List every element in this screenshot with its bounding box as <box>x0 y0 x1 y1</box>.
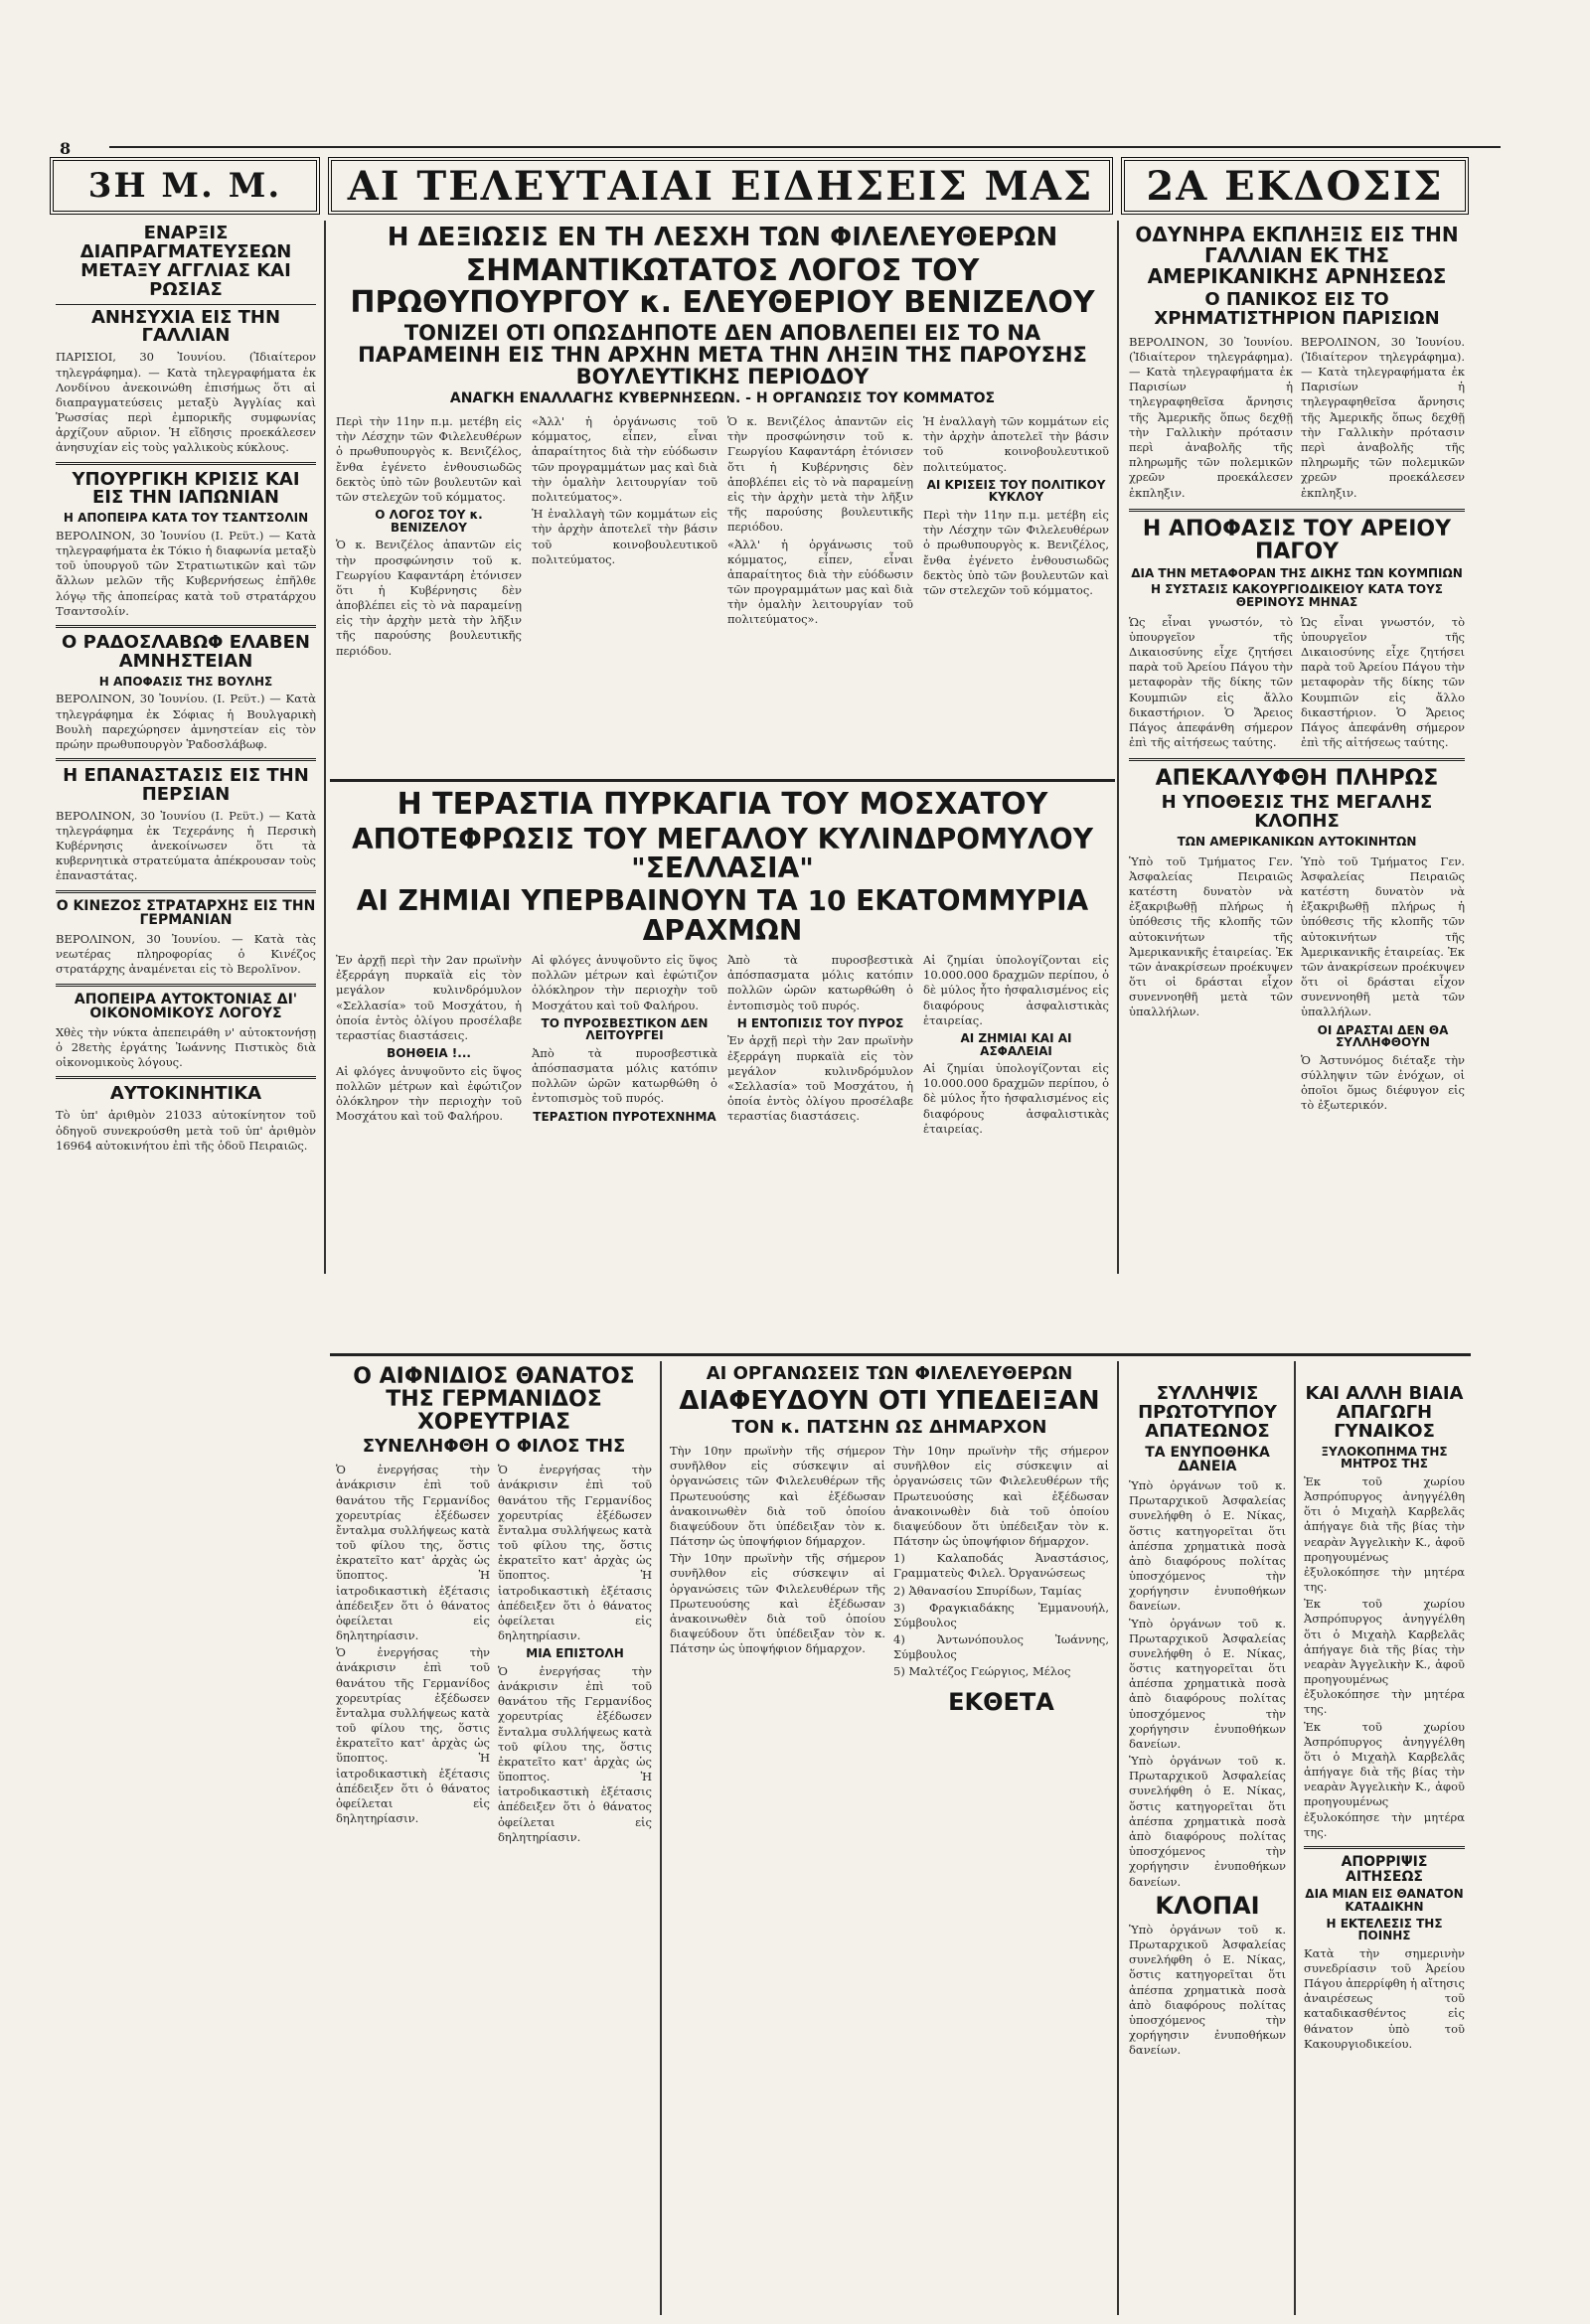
right-article-3: Ὑπὸ τοῦ Τμήματος Γεν. Ἀσφαλείας Πειραιῶς κατέστη δυνατὸν νὰ ἐξακριβωθῇ πλήρως ἡ ὑπόθεσις τῆς κλοπῆς τῶν αὐτοκινήτων τῆς Ἀμερικανικῆς ἑταιρείας. Ἐκ τῶν ἀνακρίσεων προέκυψεν ὅτι οἱ δράσται εἶχον συνεννοηθῆ μετὰ τῶν ὑπαλλήλων. <box>1129 853 1293 1019</box>
top-rule <box>109 146 1501 148</box>
fire-article-3b: Ἀπὸ τὰ πυροσβεστικὰ ἀπόσπασματα μόλις κατόπιν πολλῶν ὡρῶν κατωρθώθη ὁ ἐντοπισμὸς τοῦ πυρός. <box>727 953 913 1012</box>
fire-subhead-4: Η ΕΝΤΟΠΙΣΙΣ ΤΟΥ ΠΥΡΟΣ <box>736 1015 904 1030</box>
right-article-2b: Ὡς εἶναι γνωστόν, τὸ ὑπουργεῖον τῆς Δικαιοσύνης εἶχε ζητήσει παρὰ τοῦ Ἀρείου Πάγου τὴν μεταφορὰν τῆς δίκης τῶν Κουμπιῶν εἰς ἄλλο δικαστήριον. Ὁ Ἄρειος Πάγος ἀπεφάνθη σήμερον ἐπὶ τῆς αἰτήσεως ταύτης. <box>1301 614 1465 750</box>
left-article-3: ΒΕΡΟΛΙΝΟΝ, 30 Ἰουνίου. (Ι. Ρεϋτ.) — Κατὰ τηλεγράφημα ἐκ Σόφιας ἡ Βουλγαρικὴ Βουλὴ παρεχώρησεν ἀμνηστείαν εἰς τὸν πρώην πρωθυπουργὸν Ῥαδοσλάβωφ. <box>56 692 316 751</box>
dancer-article-1b: Ὁ ἐνεργήσας τὴν ἀνάκρισιν ἐπὶ τοῦ θανάτου τῆς Γερμανίδος χορευτρίας ἐξέδωσεν ἔνταλμα συλλήψεως κατὰ τοῦ φίλου της, ὅστις ἐκρατεῖτο κατ' ἀρχὰς ὡς ὕποπτος. Ἡ ἰατροδικαστικὴ ἐξέτασις ἀπέδειξεν ὅτι ὁ θάνατος ὀφείλεται εἰς δηλητηρίασιν. <box>336 1645 490 1826</box>
liberals-article-1c: Τὴν 10ην πρωϊνὴν τῆς σήμερον συνῆλθον εἰς σύσκεψιν αἱ ὀργανώσεις τῶν Φιλελευθέρων τῆς Πρωτευούσης καὶ ἐξέδωσαν ἀνακοινωθὲν διὰ τοῦ ὁποίου διαψεύδουν ὅτι ὑπέδειξαν τὸν κ. Πάτσην ὡς ὑποψήφιον δήμαρχον. <box>893 1444 1109 1549</box>
liberals-list-item-4: 4) Ἀντωνόπουλος Ἰωάννης, Σύμβουλος <box>893 1632 1109 1662</box>
liberals-list-item-5: 5) Μαλτέζος Γεώργιος, Μέλος <box>893 1664 1071 1679</box>
abduction-headline-3: ΑΠΟΡΡΙΨΙΣ ΑΙΤΗΣΕΩΣ <box>1341 1853 1428 1885</box>
abduction-article-1: Ἐκ τοῦ χωρίου Ἀσπρόπυργος ἀνηγγέλθη ὅτι ὁ Μιχαὴλ Καρβελᾶς ἀπήγαγε διὰ τῆς βίας τὴν νεαρὰν Ἀγγελικὴν Κ., ἀφοῦ προηγουμένως ἐξυλοκόπησε τὴν μητέρα της. <box>1304 1473 1465 1595</box>
fire-article-4b: Αἱ ζημίαι ὑπολογίζονται εἰς 10.000.000 δραχμῶν περίπου, ὁ δὲ μύλος ἦτο ἠσφαλισμένος εἰς διαφόρους ἀσφαλιστικὰς ἑταιρείας. <box>923 1061 1109 1136</box>
liberals-headline-2: ΔΙΑΦΕΥΔΟΥΝ ΟΤΙ ΥΠΕΔΕΙΞΑΝ <box>679 1385 1100 1416</box>
left-column <box>50 221 322 1910</box>
center-article-3: «Ἀλλ' ἡ ὀργάνωσις τοῦ κόμματος, εἶπεν, εἶναι ἀπαραίτητος διὰ τὴν εὐόδωσιν τῶν προγραμμάτων μας καὶ διὰ τὴν ὁμαλὴν λειτουργίαν τοῦ πολιτεύματος». <box>532 414 717 504</box>
right-subhead-5: ΟΙ ΔΡΑΣΤΑΙ ΔΕΝ ΘΑ ΣΥΛΛΗΦΘΟΥΝ <box>1317 1022 1449 1050</box>
center-article-4b: Ἡ ἐναλλαγὴ τῶν κομμάτων εἰς τὴν ἀρχὴν ἀποτελεῖ τὴν βάσιν τοῦ κοινοβουλευτικοῦ πολιτεύματος. <box>923 414 1109 474</box>
liberals-subhead: ΕΚΘΕΤΑ <box>948 1687 1054 1716</box>
dancer-headline-1: Ο ΑΙΦΝΙΔΙΟΣ ΘΑΝΑΤΟΣ ΤΗΣ ΓΕΡΜΑΝΙΔΟΣ ΧΟΡΕΥΤΡΙΑΣ <box>353 1364 635 1436</box>
left-subhead-4: Η ΑΠΟΦΑΣΙΣ ΤΗΣ ΒΟΥΛΗΣ <box>98 674 273 689</box>
fraud-headline-1: ΣΥΛΛΗΨΙΣ ΠΡΩΤΟΤΥΠΟΥ ΑΠΑΤΕΩΝΟΣ <box>1138 1383 1277 1442</box>
abduction-headline-1: ΚΑΙ ΑΛΛΗ ΒΙΑΙΑ ΑΠΑΓΩΓΗ ΓΥΝΑΙΚΟΣ <box>1305 1383 1464 1442</box>
liberals-headline-3: ΤΟΝ κ. ΠΑΤΣΗΝ ΩΣ ΔΗΜΑΡΧΟΝ <box>731 1417 1047 1439</box>
left-headline-2: ΑΝΗΣΥΧΙΑ ΕΙΣ ΤΗΝ ΓΑΛΛΙΑΝ <box>56 304 316 347</box>
dancer-headline-2: ΣΥΝΕΛΗΦΘΗ Ο ΦΙΛΟΣ ΤΗΣ <box>362 1436 626 1458</box>
right-headline-1: ΟΔΥΝΗΡΑ ΕΚΠΛΗΞΙΣ ΕΙΣ ΤΗΝ ΓΑΛΛΙΑΝ ΕΚ ΤΗΣ ΑΜΕΡΙΚΑΝΙΚΗΣ ΑΡΝΗΣΕΩΣ <box>1135 223 1459 288</box>
left-subhead-3: Η ΑΠΟΠΕΙΡΑ ΚΑΤΑ ΤΟΥ ΤΣΑΝΤΣΟΛΙΝ <box>63 511 309 526</box>
bottom-block-liberals <box>664 1361 1115 2315</box>
fire-article-1b: Ἐν ἀρχῇ περὶ τὴν 2αν πρωϊνὴν ἐξερράγη πυρκαϊὰ εἰς τὸν μεγάλον κυλινδρόμυλον «Σελλασία» τοῦ Μοσχάτου, ἡ ὁποία ἐντὸς ὀλίγου προσέλαβε τεραστίας διαστάσεις. <box>727 1033 913 1124</box>
center-article-3b: «Ἀλλ' ἡ ὀργάνωσις τοῦ κόμματος, εἶπεν, εἶναι ἀπαραίτητος διὰ τὴν εὐόδωσιν τῶν προγραμμάτων μας καὶ διὰ τὴν ὁμαλὴν λειτουργίαν τοῦ πολιτεύματος». <box>727 537 913 627</box>
right-headline-4: ΑΠΕΚΑΛΥΦΘΗ ΠΛΗΡΩΣ <box>1155 766 1439 792</box>
left-headline-7: ΑΠΟΠΕΙΡΑ ΑΥΤΟΚΤΟΝΙΑΣ ΔΙ' ΟΙΚΟΝΟΜΙΚΟΥΣ ΛΟΓΟΥΣ <box>74 991 298 1022</box>
left-headline-8: ΑΥΤΟΚΙΝΗΤΙΚΑ <box>109 1083 262 1105</box>
left-headline-1: ΕΝΑΡΞΙΣ ΔΙΑΠΡΑΓΜΑΤΕΥΣΕΩΝ ΜΕΤΑΞΥ ΑΓΓΛΙΑΣ ΚΑΙ ΡΩΣΙΑΣ <box>80 223 292 300</box>
left-headline-4: Ο ΡΑΔΟΣΛΑΒΩΦ ΕΛΑΒΕΝ ΑΜΝΗΣΤΕΙΑΝ <box>62 631 310 672</box>
right-column <box>1123 221 1471 1373</box>
center-headline-3: ΤΟΝΙΖΕΙ ΟΤΙ ΟΠΩΣΔΗΠΟΤΕ ΔΕΝ ΑΠΟΒΛΕΠΕΙ ΕΙΣ ΤΟ ΝΑ ΠΑΡΑΜΕΙΝΗ ΕΙΣ ΤΗΝ ΑΡΧΗΝ ΜΕΤΑ ΤΗΝ ΛΗΞΙΝ ΤΗΣ ΠΑΡΟΥΣΗΣ ΒΟΥΛΕΥΤΙΚΗΣ ΠΕΡΙΟΔΟΥ <box>358 321 1087 389</box>
center-article-1: Περὶ τὴν 11ην π.μ. μετέβη εἰς τὴν Λέσχην τῶν Φιλελευθέρων ὁ πρωθυπουργὸς κ. Βενιζέλος, ἔνθα ἐγένετο ἐνθουσιωδῶς δεκτὸς ὑπὸ τῶν βουλευτῶν καὶ τῶν στελεχῶν τοῦ κόμματος. <box>336 414 522 504</box>
right-headline-3: Η ΑΠΟΦΑΣΙΣ ΤΟΥ ΑΡΕΙΟΥ ΠΑΓΟΥ <box>1142 516 1452 564</box>
center-fire <box>330 785 1115 1351</box>
left-article-1: ΠΑΡΙΣΙΟΙ, 30 Ἰουνίου. (Ἰδιαίτερον τηλεγράφημα). — Κατὰ τηλεγραφήματα ἐκ Λονδίνου ἀνεκοινώθη ἐπισήμως ὅτι αἱ διαπραγματεύσεις μεταξὺ Ἀγγλίας καὶ Ῥωσσίας περὶ ἐμπορικῆς συμφωνίας ἀρχίζουν αὔριον. Ἡ εἴδησις προεκάλεσεν ἀνησυχίαν εἰς τοὺς γαλλικοὺς κύκλους. <box>56 350 316 455</box>
bottom-top-rule <box>330 1353 1471 1356</box>
left-headline-5: Η ΕΠΑΝΑΣΤΑΣΙΣ ΕΙΣ ΤΗΝ ΠΕΡΣΙΑΝ <box>63 765 309 805</box>
dancer-subhead: ΜΙΑ ΕΠΙΣΤΟΛΗ <box>526 1646 624 1661</box>
abduction-article-1c: Ἐκ τοῦ χωρίου Ἀσπρόπυργος ἀνηγγέλθη ὅτι ὁ Μιχαὴλ Καρβελᾶς ἀπήγαγε διὰ τῆς βίας τὴν νεαρὰν Ἀγγελικὴν Κ., ἀφοῦ προηγουμένως ἐξυλοκόπησε τὴν μητέρα της. <box>1304 1719 1465 1839</box>
fire-subhead-7: ΤΕΡΑΣΤΙΟΝ ΠΥΡΟΤΕΧΝΗΜΑ <box>533 1109 716 1124</box>
liberals-list-item-1: 1) Καλαποδάς Ἀναστάσιος, Γραμματεὺς Φιλελ. Ὀργανώσεως <box>893 1551 1109 1581</box>
liberals-article-1: Τὴν 10ην πρωϊνὴν τῆς σήμερον συνῆλθον εἰς σύσκεψιν αἱ ὀργανώσεις τῶν Φιλελευθέρων τῆς Πρωτευούσης καὶ ἐξέδωσαν ἀνακοινωθὲν διὰ τοῦ ὁποίου διαψεύδουν ὅτι ὑπέδειξαν τὸν κ. Πάτσην ὡς ὑποψήφιον δήμαρχον. <box>670 1444 885 1549</box>
masthead-center: ΑΙ ΤΕΛΕΥΤΑΙΑΙ ΕΙΔΗΣΕΙΣ ΜΑΣ <box>328 157 1113 215</box>
center-article-4: Ἡ ἐναλλαγὴ τῶν κομμάτων εἰς τὴν ἀρχὴν ἀποτελεῖ τὴν βάσιν τοῦ κοινοβουλευτικοῦ πολιτεύματος. <box>532 507 717 566</box>
right-article-2: Ὡς εἶναι γνωστόν, τὸ ὑπουργεῖον τῆς Δικαιοσύνης εἶχε ζητήσει παρὰ τοῦ Ἀρείου Πάγου τὴν μεταφορὰν τῆς δίκης τῶν Κουμπιῶν εἰς ἄλλο δικαστήριον. Ὁ Ἄρειος Πάγος ἀπεφάνθη σήμερον ἐπὶ τῆς αἰτήσεως ταύτης. <box>1129 614 1293 750</box>
center-headline-2: ΣΗΜΑΝΤΙΚΩΤΑΤΟΣ ΛΟΓΟΣ ΤΟΥ ΠΡΩΘΥΠΟΥΡΓΟΥ κ. ΕΛΕΥΘΕΡΙΟΥ ΒΕΝΙΖΕΛΟΥ <box>350 253 1095 320</box>
liberals-article-1b: Τὴν 10ην πρωϊνὴν τῆς σήμερον συνῆλθον εἰς σύσκεψιν αἱ ὀργανώσεις τῶν Φιλελευθέρων τῆς Πρωτευούσης καὶ ἐξέδωσαν ἀνακοινωθὲν διὰ τοῦ ὁποίου διαψεύδουν ὅτι ὑπέδειξαν τὸν κ. Πάτσην ὡς ὑποψήφιον δήμαρχον. <box>670 1551 885 1656</box>
liberals-list-item-2: 2) Ἀθανασίου Σπυρίδων, Ταμίας <box>893 1583 1082 1598</box>
abduction-headline-5: Η ΕΚΤΕΛΕΣΙΣ ΤΗΣ ΠΟΙΝΗΣ <box>1326 1916 1443 1943</box>
left-headline-6: Ο ΚΙΝΕΖΟΣ ΣΤΡΑΤΑΡΧΗΣ ΕΙΣ ΤΗΝ ΓΕΡΜΑΝΙΑΝ <box>56 897 316 929</box>
center-article-2b: Ὁ κ. Βενιζέλος ἀπαντῶν εἰς τὴν προσφώνησιν τοῦ κ. Γεωργίου Καφαντάρη ἐτόνισεν ὅτι ἡ Κυβέρνησις δὲν ἀποβλέπει εἰς τὸ νὰ παραμείνῃ εἰς τὴν ἀρχὴν μετὰ τὴν λῆξιν τῆς παρούσης βουλευτικῆς περιόδου. <box>727 414 913 535</box>
fire-article-3: Ἀπὸ τὰ πυροσβεστικὰ ἀπόσπασματα μόλις κατόπιν πολλῶν ὡρῶν κατωρθώθη ὁ ἐντοπισμὸς τοῦ πυρός. <box>532 1045 717 1106</box>
left-headline-3: ΥΠΟΥΡΓΙΚΗ ΚΡΙΣΙΣ ΚΑΙ ΕΙΣ ΤΗΝ ΙΑΠΩΝΙΑΝ <box>72 468 300 509</box>
divider-bottom-1 <box>660 1361 662 2315</box>
fire-subhead-6: ΒΟΗΘΕΙΑ !... <box>387 1046 471 1061</box>
right-article-1: ΒΕΡΟΛΙΝΟΝ, 30 Ἰουνίου. (Ἰδιαίτερον τηλεγράφημα). — Κατὰ τηλεγραφήματα ἐκ Παρισίων ἡ τηλεγραφηθεῖσα ἄρνησις τῆς Ἀμερικῆς ὅπως δεχθῇ τὴν Γαλλικὴν πρότασιν περὶ ἀναβολῆς τῆς πληρωμῆς τῶν πολεμικῶν χρεῶν προεκάλεσεν ἐκπληξιν. <box>1129 334 1293 500</box>
masthead-left: 3Η Μ. Μ. <box>50 157 320 215</box>
fraud-article-1d: Ὑπὸ ὀργάνων τοῦ κ. Πρωταρχικοῦ Ἀσφαλείας συνελήφθη ὁ Ε. Νίκας, ὅστις κατηγορεῖται ὅτι ἀπέσπα χρηματικὰ ποσὰ ἀπὸ διαφόρους πολίτας ὑποσχόμενος τὴν χορήγησιν ἐνυποθήκων δανείων. <box>1129 1922 1286 2058</box>
right-headline-2: Ο ΠΑΝΙΚΟΣ ΕΙΣ ΤΟ ΧΡΗΜΑΤΙΣΤΗΡΙΟΝ ΠΑΡΙΣΙΩΝ <box>1154 289 1440 329</box>
fraud-subhead: ΚΛΟΠΑΙ <box>1155 1891 1260 1920</box>
left-article-2: ΒΕΡΟΛΙΝΟΝ, 30 Ἰουνίου (Ι. Ρεϋτ.) — Κατὰ τηλεγραφήματα ἐκ Τόκιο ἡ διαφωνία μεταξὺ τοῦ ὑπουργοῦ τῶν Στρατιωτικῶν καὶ τῶν ἄλλων μελῶν τῆς Κυβερνήσεως ἐπῆλθε λόγῳ τῆς ἀποπείρας κατὰ τοῦ στρατάρχου Τσαντσολίν. <box>56 528 316 618</box>
fraud-article-1b: Ὑπὸ ὀργάνων τοῦ κ. Πρωταρχικοῦ Ἀσφαλείας συνελήφθη ὁ Ε. Νίκας, ὅστις κατηγορεῖται ὅτι ἀπέσπα χρηματικὰ ποσὰ ἀπὸ διαφόρους πολίτας ὑποσχόμενος τὴν χορήγησιν ἐνυποθήκων δανείων. <box>1129 1616 1286 1751</box>
fraud-headline-2: ΤΑ ΕΝΥΠΟΘΗΚΑ ΔΑΝΕΙΑ <box>1145 1444 1270 1475</box>
center-headline-1: Η ΔΕΞΙΩΣΙΣ ΕΝ ΤΗ ΛΕΣΧΗ ΤΩΝ ΦΙΛΕΛΕΥΘΕΡΩΝ <box>387 223 1058 252</box>
right-subhead-3b: ΔΙΑ ΤΗΝ ΜΕΤΑΦΟΡΑΝ ΤΗΣ ΔΙΚΗΣ ΤΩΝ ΚΟΥΜΠΙΩΝ <box>1131 565 1463 580</box>
bottom-block-fraud <box>1123 1381 1292 2315</box>
left-article-6: Χθὲς τὴν νύκτα ἀπεπειράθη ν' αὐτοκτονήσῃ ὁ 28ετὴς ἐργάτης Ἰωάννης Πιστικὸς διὰ οἰκονομικοὺς λόγους. <box>56 1024 316 1070</box>
right-article-3b: Ὑπὸ τοῦ Τμήματος Γεν. Ἀσφαλείας Πειραιῶς κατέστη δυνατὸν νὰ ἐξακριβωθῇ πλήρως ἡ ὑπόθεσις τῆς κλοπῆς τῶν αὐτοκινήτων τῆς Ἀμερικανικῆς ἑταιρείας. Ἐκ τῶν ἀνακρίσεων προέκυψεν ὅτι οἱ δράσται εἶχον συνεννοηθῆ μετὰ τῶν ὑπαλλήλων. <box>1301 853 1465 1019</box>
divider-bottom-2 <box>1117 1361 1119 2315</box>
right-article-1b: ΒΕΡΟΛΙΝΟΝ, 30 Ἰουνίου. (Ἰδιαίτερον τηλεγράφημα). — Κατὰ τηλεγραφήματα ἐκ Παρισίων ἡ τηλεγραφηθεῖσα ἄρνησις τῆς Ἀμερικῆς ὅπως δεχθῇ τὴν Γαλλικὴν πρότασιν περὶ ἀναβολῆς τῆς πληρωμῆς τῶν πολεμικῶν χρεῶν προεκάλεσεν ἐκπληξιν. <box>1301 334 1465 500</box>
right-article-4: Ὁ Ἀστυνόμος διέταξε τὴν σύλληψιν τῶν ἐνόχων, οἱ ὁποῖοι ὅμως διέφυγον εἰς τὸ ἐξωτερικόν. <box>1301 1052 1465 1113</box>
fire-subhead-5: ΑΙ ΖΗΜΙΑΙ ΚΑΙ ΑΙ ΑΣΦΑΛΕΙΑΙ <box>960 1030 1072 1058</box>
left-article-5: ΒΕΡΟΛΙΝΟΝ, 30 Ἰουνίου. — Κατὰ τὰς νεωτέρας πληροφορίας ὁ Κινέζος στρατάρχης ἀναμένεται εἰς τὸ Βερολῖνον. <box>56 932 316 977</box>
abduction-article-1b: Ἐκ τοῦ χωρίου Ἀσπρόπυργος ἀνηγγέλθη ὅτι ὁ Μιχαὴλ Καρβελᾶς ἀπήγαγε διὰ τῆς βίας τὴν νεαρὰν Ἀγγελικὴν Κ., ἀφοῦ προηγουμένως ἐξυλοκόπησε τὴν μητέρα της. <box>1304 1597 1465 1717</box>
masthead-right: 2Α ΕΚΔΟΣΙΣ <box>1121 157 1469 215</box>
divider-left <box>324 221 326 1274</box>
right-subhead-4c: ΤΩΝ ΑΜΕΡΙΚΑΝΙΚΩΝ ΑΥΤΟΚΙΝΗΤΩΝ <box>1177 835 1417 850</box>
abduction-article-2: Κατὰ τὴν σημερινὴν συνεδρίασιν τοῦ Ἀρείου Πάγου ἀπερρίφθη ἡ αἴτησις ἀναιρέσεως τοῦ καταδικασθέντος εἰς θάνατον ὑπὸ τοῦ Κακουργιοδικείου. <box>1304 1945 1465 2051</box>
center-subhead-2: ΑΙ ΚΡΙΣΕΙΣ ΤΟΥ ΠΟΛΙΤΙΚΟΥ ΚΥΚΛΟΥ <box>926 477 1106 505</box>
liberals-list-item-3: 3) Φραγκιαδάκης Ἐμμανουήλ, Σύμβουλος <box>893 1600 1109 1629</box>
fire-article-4: Αἱ ζημίαι ὑπολογίζονται εἰς 10.000.000 δραχμῶν περίπου, ὁ δὲ μύλος ἦτο ἠσφαλισμένος εἰς διαφόρους ἀσφαλιστικὰς ἑταιρείας. <box>923 953 1109 1027</box>
fire-article-2: Αἱ φλόγες ἀνυψοῦντο εἰς ὕψος πολλῶν μέτρων καὶ ἐφώτιζον ὁλόκληρον τὴν περιοχὴν τοῦ Μοσχάτου καὶ τοῦ Φαλήρου. <box>336 1063 522 1124</box>
liberals-headline-1: ΑΙ ΟΡΓΑΝΩΣΕΙΣ ΤΩΝ ΦΙΛΕΛΕΥΘΕΡΩΝ <box>706 1363 1073 1384</box>
bottom-block-dancer <box>330 1361 658 2315</box>
fire-headline-3: ΑΙ ΖΗΜΙΑΙ ΥΠΕΡΒΑΙΝΟΥΝ ΤΑ 10 ΕΚΑΤΟΜΜΥΡΙΑ ΔΡΑΧΜΩΝ <box>356 884 1089 947</box>
fire-headline-2: ΑΠΟΤΕΦΡΩΣΙΣ ΤΟΥ ΜΕΓΑΛΟΥ ΚΥΛΙΝΔΡΟΜΥΛΟΥ "ΣΕΛΛΑΣΙΑ" <box>352 822 1093 884</box>
dancer-article-1d: Ὁ ἐνεργήσας τὴν ἀνάκρισιν ἐπὶ τοῦ θανάτου τῆς Γερμανίδος χορευτρίας ἐξέδωσεν ἔνταλμα συλλήψεως κατὰ τοῦ φίλου της, ὅστις ἐκρατεῖτο κατ' ἀρχὰς ὡς ὕποπτος. Ἡ ἰατροδικαστικὴ ἐξέτασις ἀπέδειξεν ὅτι ὁ θάνατος ὀφείλεται εἰς δηλητηρίασιν. <box>498 1663 652 1844</box>
center-subhead-1: Ο ΛΟΓΟΣ ΤΟΥ κ. ΒΕΝΙΖΕΛΟΥ <box>375 508 483 535</box>
center-headline-4: ΑΝΑΓΚΗ ΕΝΑΛΛΑΓΗΣ ΚΥΒΕΡΝΗΣΕΩΝ. - Η ΟΡΓΑΝΩΣΙΣ ΤΟΥ ΚΟΜΜΑΤΟΣ <box>449 390 996 407</box>
left-article-7: Τὸ ὑπ' ἀριθμὸν 21033 αὐτοκίνητον τοῦ ὁδηγοῦ συνεκρούσθη μετὰ τοῦ ὑπ' ἀριθμὸν 16964 αὐτοκινήτου ἐπὶ τῆς ὁδοῦ Πειραιῶς. <box>56 1108 316 1153</box>
center-top <box>330 221 1115 777</box>
right-subhead-4b: Η ΥΠΟΘΕΣΙΣ ΤΗΣ ΜΕΓΑΛΗΣ ΚΛΟΠΗΣ <box>1161 792 1433 833</box>
right-subhead-3c: Η ΣΥΣΤΑΣΙΣ ΚΑΚΟΥΡΓΙΟΔΙΚΕΙΟΥ ΚΑΤΑ ΤΟΥΣ ΘΕΡΙΝΟΥΣ ΜΗΝΑΣ <box>1151 582 1443 610</box>
center-article-1b: Περὶ τὴν 11ην π.μ. μετέβη εἰς τὴν Λέσχην τῶν Φιλελευθέρων ὁ πρωθυπουργὸς κ. Βενιζέλος, ἔνθα ἐγένετο ἐνθουσιωδῶς δεκτὸς ὑπὸ τῶν βουλευτῶν καὶ τῶν στελεχῶν τοῦ κόμματος. <box>923 508 1109 597</box>
center-article-2: Ὁ κ. Βενιζέλος ἀπαντῶν εἰς τὴν προσφώνησιν τοῦ κ. Γεωργίου Καφαντάρη ἐτόνισεν ὅτι ἡ Κυβέρνησις δὲν ἀποβλέπει εἰς τὸ νὰ παραμείνῃ εἰς τὴν ἀρχὴν μετὰ τὴν λῆξιν τῆς παρούσης βουλευτικῆς περιόδου. <box>336 538 522 658</box>
dancer-article-1c: Ὁ ἐνεργήσας τὴν ἀνάκρισιν ἐπὶ τοῦ θανάτου τῆς Γερμανίδος χορευτρίας ἐξέδωσεν ἔνταλμα συλλήψεως κατὰ τοῦ φίλου της, ὅστις ἐκρατεῖτο κατ' ἀρχὰς ὡς ὕποπτος. Ἡ ἰατροδικαστικὴ ἐξέτασις ἀπέδειξεν ὅτι ὁ θάνατος ὀφείλεται εἰς δηλητηρίασιν. <box>498 1463 652 1643</box>
abduction-headline-2: ΞΥΛΟΚΟΠΗΜΑ ΤΗΣ ΜΗΤΡΟΣ ΤΗΣ <box>1321 1444 1448 1472</box>
page-number: 8 <box>60 139 72 158</box>
fire-headline-1: Η ΤΕΡΑΣΤΙΑ ΠΥΡΚΑΓΙΑ ΤΟΥ ΜΟΣΧΑΤΟΥ <box>397 787 1048 822</box>
divider-right <box>1117 221 1119 1274</box>
left-article-4: ΒΕΡΟΛΙΝΟΝ, 30 Ἰουνίου (Ι. Ρεϋτ.) — Κατὰ τηλεγράφημα ἐκ Τεχεράνης ἡ Περσικὴ Κυβέρνησις ἀνεκοίνωσεν ὅτι τὰ κυβερνητικὰ στρατεύματα ἀπέκρουσαν τοὺς ἐπαναστάτας. <box>56 808 316 883</box>
fire-article-2b: Αἱ φλόγες ἀνυψοῦντο εἰς ὕψος πολλῶν μέτρων καὶ ἐφώτιζον ὁλόκληρον τὴν περιοχὴν τοῦ Μοσχάτου καὶ τοῦ Φαλήρου. <box>532 953 717 1012</box>
fraud-article-1c: Ὑπὸ ὀργάνων τοῦ κ. Πρωταρχικοῦ Ἀσφαλείας συνελήφθη ὁ Ε. Νίκας, ὅστις κατηγορεῖται ὅτι ἀπέσπα χρηματικὰ ποσὰ ἀπὸ διαφόρους πολίτας ὑποσχόμενος τὴν χορήγησιν ἐνυποθήκων δανείων. <box>1129 1754 1286 1889</box>
bottom-block-abduction <box>1298 1381 1471 2315</box>
dancer-article-1: Ὁ ἐνεργήσας τὴν ἀνάκρισιν ἐπὶ τοῦ θανάτου τῆς Γερμανίδος χορευτρίας ἐξέδωσεν ἔνταλμα συλλήψεως κατὰ τοῦ φίλου της, ὅστις ἐκρατεῖτο κατ' ἀρχὰς ὡς ὕποπτος. Ἡ ἰατροδικαστικὴ ἐξέτασις ἀπέδειξεν ὅτι ὁ θάνατος ὀφείλεται εἰς δηλητηρίασιν. <box>336 1463 490 1643</box>
fire-top-rule <box>330 779 1115 782</box>
fire-subhead-3: ΤΟ ΠΥΡΟΣΒΕΣΤΙΚΟΝ ΔΕΝ ΛΕΙΤΟΥΡΓΕΙ <box>541 1015 709 1043</box>
fire-article-1: Ἐν ἀρχῇ περὶ τὴν 2αν πρωϊνὴν ἐξερράγη πυρκαϊὰ εἰς τὸν μεγάλον κυλινδρόμυλον «Σελλασία» τοῦ Μοσχάτου, ἡ ὁποία ἐντὸς ὀλίγου προσέλαβε τεραστίας διαστάσεις. <box>336 953 522 1042</box>
fraud-article-1: Ὑπὸ ὀργάνων τοῦ κ. Πρωταρχικοῦ Ἀσφαλείας συνελήφθη ὁ Ε. Νίκας, ὅστις κατηγορεῖται ὅτι ἀπέσπα χρηματικὰ ποσὰ ἀπὸ διαφόρους πολίτας ὑποσχόμενος τὴν χορήγησιν ἐνυποθήκων δανείων. <box>1129 1478 1286 1614</box>
divider-bottom-3 <box>1294 1361 1296 2315</box>
abduction-headline-4: ΔΙΑ ΜΙΑΝ ΕΙΣ ΘΑΝΑΤΟΝ ΚΑΤΑΔΙΚΗΝ <box>1305 1887 1464 1914</box>
